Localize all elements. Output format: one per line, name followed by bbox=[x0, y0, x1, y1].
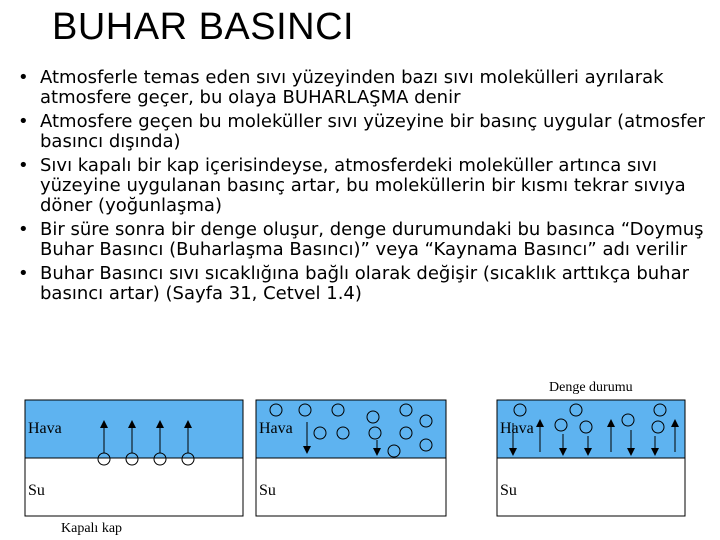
bullet-text: Sıvı kapalı bir kap içerisindeyse, atmosferdeki moleküller artınca sıvı yüzeyine uygulanan basınç artar, bu moleküllerin bir kısmı tekrar sıvıya döner (yoğunlaşma) bbox=[40, 155, 686, 216]
air-label: Hava bbox=[259, 420, 293, 437]
bullet-dot-icon: • bbox=[18, 219, 29, 240]
liquid-label: Su bbox=[28, 482, 45, 499]
panel-closed-container bbox=[25, 400, 243, 536]
slide-title: BUHAR BASINCI bbox=[52, 6, 355, 48]
bullet-text: Bir süre sonra bir denge oluşur, denge durumundaki bu basınca “Doymuş Buhar Basıncı (Buharlaşma Basıncı)” veya “Kaynama Basıncı” adı verilir bbox=[40, 219, 704, 260]
bullet-text: Buhar Basıncı sıvı sıcaklığına bağlı olarak değişir (sıcaklık arttıkça buhar basıncı artar) (Sayfa 31, Cetvel 1.4) bbox=[40, 263, 690, 304]
bullet-text: Atmosfere geçen bu moleküller sıvı yüzeyine bir basınç uygular (atmosfer basıncı dışında) bbox=[40, 111, 705, 152]
bullet-dot-icon: • bbox=[18, 111, 29, 132]
liquid-label: Su bbox=[500, 482, 517, 499]
bullet-dot-icon: • bbox=[18, 67, 29, 88]
air-label: Hava bbox=[500, 420, 534, 437]
air-label: Hava bbox=[28, 420, 62, 437]
bullet-dot-icon: • bbox=[18, 263, 29, 284]
panel-equilibrium bbox=[497, 380, 685, 516]
bullet-text: Atmosferle temas eden sıvı yüzeyinden bazı sıvı molekülleri ayrılarak atmosfere geçer, bu olaya BUHARLAŞMA denir bbox=[40, 67, 664, 108]
container-label: Kapalı kap bbox=[61, 521, 123, 536]
liquid-region bbox=[497, 458, 685, 516]
liquid-label: Su bbox=[259, 482, 276, 499]
panel-condensing bbox=[256, 400, 446, 516]
equilibrium-label: Denge durumu bbox=[549, 380, 633, 395]
liquid-region bbox=[256, 458, 446, 516]
bullet-dot-icon: • bbox=[18, 155, 29, 176]
liquid-region bbox=[25, 458, 243, 516]
